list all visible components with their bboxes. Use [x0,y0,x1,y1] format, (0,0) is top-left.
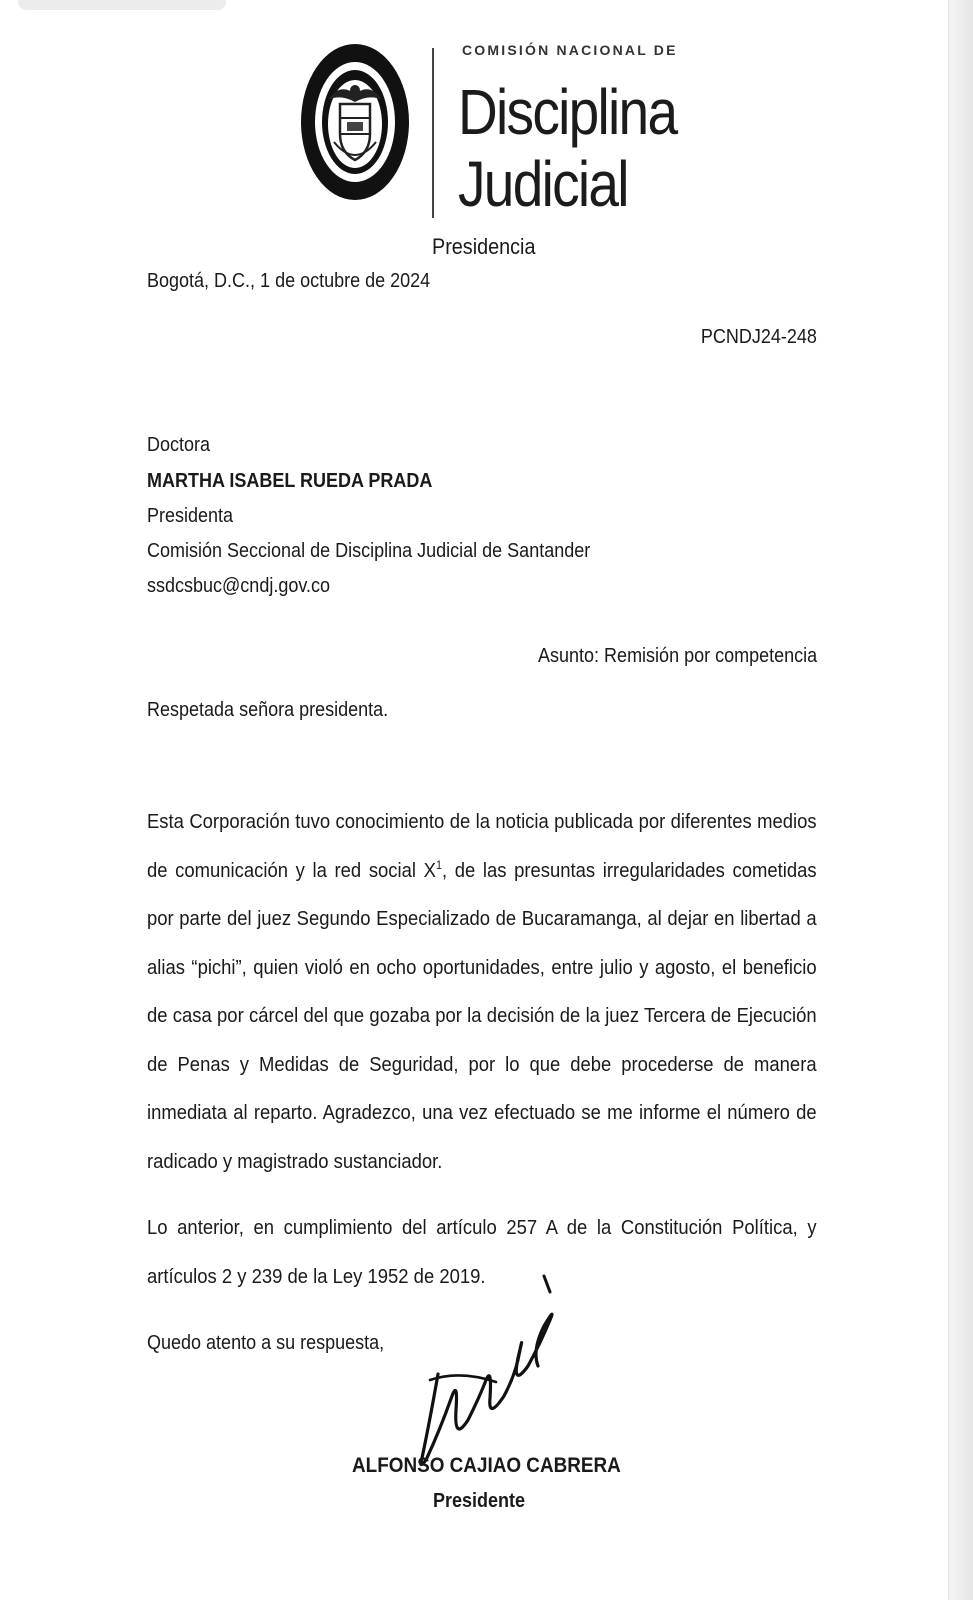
body-paragraph-2: Lo anterior, en cumplimiento del artículo 257 A de la Constitución Política, y artículos 2 y 239 de la Ley 1952 de 2019. [147,1216,817,1288]
footnote-mark: 1 [435,857,442,872]
letterhead-divider [432,48,434,218]
recipient-entity: Comisión Seccional de Disciplina Judicial de Santander [147,540,591,562]
reference-number: PCNDJ24-248 [700,326,817,348]
body-p1-rest: , de las presuntas irregularidades cometidas por parte del juez Segundo Especializado de Bucaramanga, al dejar en libertad a alias “pichi”, quien violó en ocho oportunidades, entre julio y agosto, el beneficio de casa por cárcel del que gozaba por la decisión de la juez Tercera de Ejecución de Penas y Medidas de Seguridad, por lo que debe procederse de manera inmediata al reparto. Agradezco, una vez efectuado se me informe el número de radicado y magistrado sustanciador. [147,858,817,1173]
body-paragraph-1 [147,798,817,1186]
recipient-name: MARTHA ISABEL RUEDA PRADA [147,470,433,492]
office-name: Presidencia [432,234,536,259]
subject-line: Asunto: Remisión por competencia [537,645,817,667]
org-name-line2: Judicial [458,148,628,220]
org-name-small: COMISIÓN NACIONAL DE [462,42,678,58]
greeting: Respetada señora presidenta. [147,699,389,721]
body-p1-start: Esta Corporación tuvo conocimiento de la noticia publicada por diferentes medios de comunicación y la red social X [147,810,817,882]
recipient-email: ssdcsbuc@cndj.gov.co [147,575,331,597]
national-seal-icon [300,42,410,202]
place-date: Bogotá, D.C., 1 de octubre de 2024 [147,270,431,292]
signer-role: Presidente [433,1490,526,1512]
recipient-position: Presidenta [147,505,234,527]
signer-name: ALFONSO CAJIAO CABRERA [352,1454,621,1477]
closing-line: Quedo atento a su respuesta, [147,1332,385,1354]
recipient-title: Doctora [147,434,211,456]
org-name-line1: Disciplina [458,76,677,148]
